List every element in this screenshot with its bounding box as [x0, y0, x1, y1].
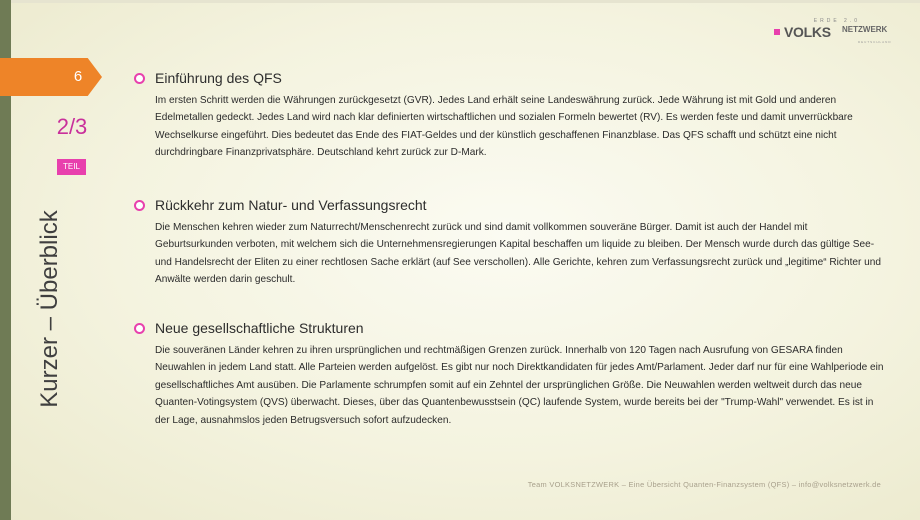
logo-wordmark-small: NETZWERK [842, 25, 888, 34]
section-qfs-introduction [134, 69, 886, 162]
logo-tagline-bottom: DEUTSCHLAND [858, 40, 892, 44]
section-title: Einführung des QFS [155, 70, 282, 86]
vertical-section-title: Kurzer – Überblick [36, 210, 63, 408]
logo-wordmark: VOLKS [784, 24, 831, 40]
section-title: Rückkehr zum Natur- und Verfassungsrecht [155, 197, 427, 213]
section-body: Im ersten Schritt werden die Währungen zurückgesetzt (GVR). Jedes Land erhält seine Landeswährung zurück. Jede Währung ist mit Gold und anderen Edelmetallen gedeckt. Jedes Land wird nach klar definierten wirtschaftlichen und sozialen Formeln bewertet (RV). Es werden feste und damit unverrückbare Wechselkurse eingeführt. Dies bedeutet das Ende des FIAT-Geldes und der künstlich geschaffenen Finanzblase. Das QFS schafft und schützt eine nicht durchdringbare Finanzprivatsphäre. Deutschland kehrt zurück zur D-Mark. [155, 95, 853, 159]
footer-text: Team VOLKSNETZWERK – Eine Übersicht Quanten-Finanzsystem (QFS) – info@volksnetzwerk.de [527, 480, 881, 489]
volksnetzwerk-logo [774, 18, 894, 44]
bullet-circle-icon [134, 323, 145, 334]
logo-square-icon [774, 29, 780, 35]
section-social-structures [134, 319, 886, 429]
top-divider [11, 0, 920, 3]
section-natural-law [134, 196, 886, 289]
page-number: 6 [73, 68, 83, 85]
section-body: Die Menschen kehren wieder zum Naturrecht/Menschenrecht zurück und sind damit vollkommen souveräne Bürger. Damit ist auch der Handel mit Geburtsurkunden verboten, mit welchem sich die Unternehmensregierungen Kapital beschaffen um liquide zu bleiben. Der Mensch wurde durch das gültige See- und Handelsrecht der Eliten zu einer rechtlosen Sache erklärt (auf See verschollen). Alle Gerichte, kehren zum Verfassungsrecht zurück und „legitime“ Richter und Anwälte werden darin geschult. [155, 222, 881, 286]
bullet-circle-icon [134, 73, 145, 84]
part-label-badge: TEIL [57, 159, 86, 175]
section-header [134, 196, 886, 216]
part-fraction: 2/3 [56, 114, 88, 139]
bullet-circle-icon [134, 200, 145, 211]
logo-tagline-top: ERDE 2.0 [813, 18, 860, 24]
section-title: Neue gesellschaftliche Strukturen [155, 320, 364, 336]
section-body: Die souveränen Länder kehren zu ihren ursprünglichen und rechtmäßigen Grenzen zurück. Innerhalb von 120 Tagen nach Ausrufung von GESARA finden Neuwahlen in jedem Land statt. Alle Parteien werden aufgelöst. Es gibt nur noch Direktkandidaten für jedes Amt/Parlament. Jeder darf nur für eine Wahlperiode ein gesellschaftliches Amt ausüben. Die Parlamente schrumpfen somit auf ein Zehntel der ursprünglichen Größe. Die Neuwahlen werden weltweit durch das neue Quanten-Votingsystem (QVS) überwacht. Dieses, über das Quantenbewusstsein (QC) laufende System, wurde bereits bei der "Trump-Wahl" verwendet. Es ist in der Lage, ausnahmslos jeden Betrugsversuch sofort aufzudecken. [155, 345, 884, 426]
section-header [134, 69, 886, 89]
section-header [134, 319, 886, 339]
